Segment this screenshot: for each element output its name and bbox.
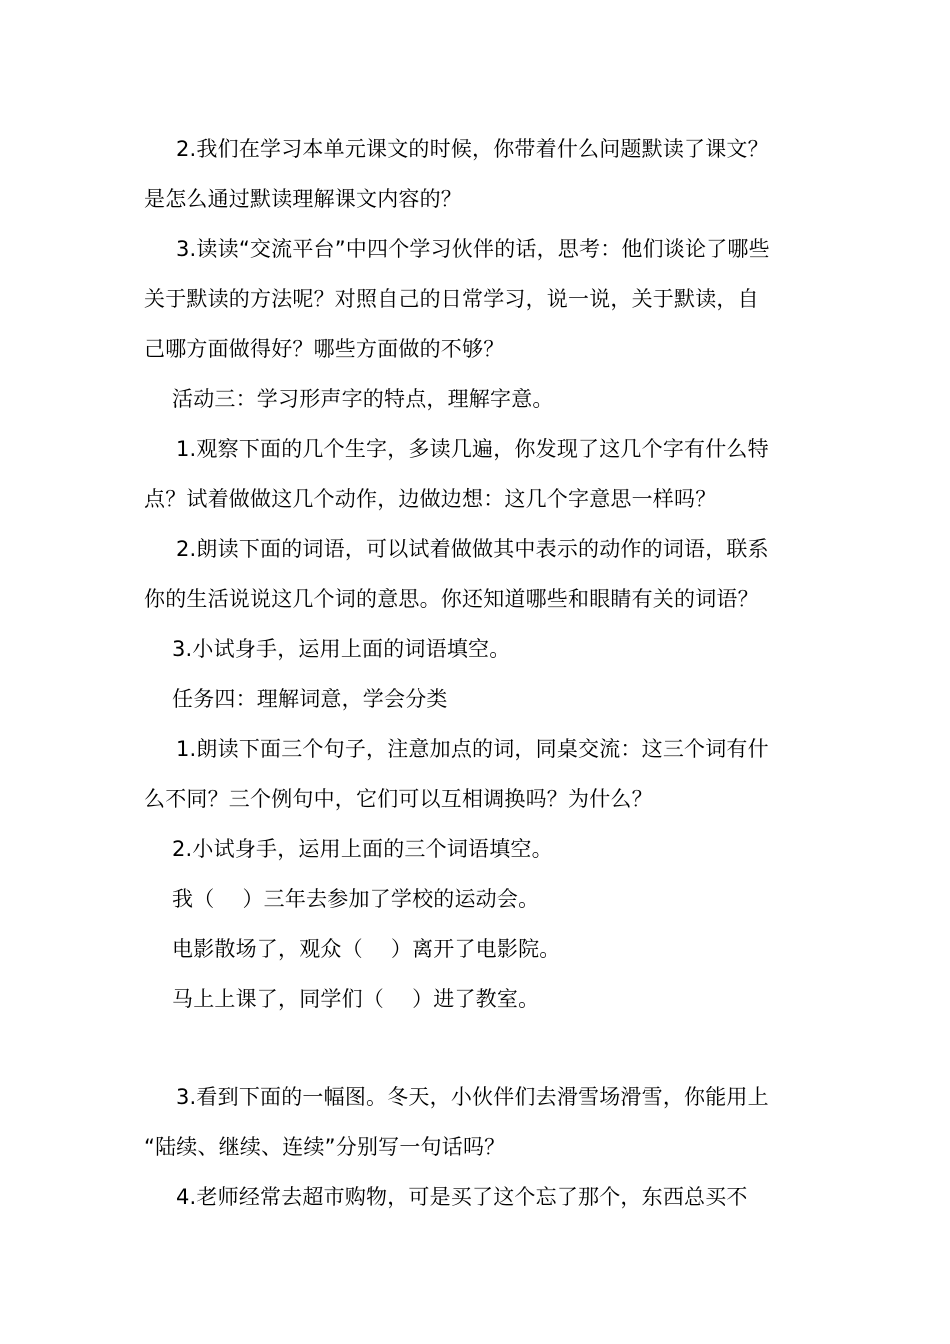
paragraph-line: 点？试着做做这几个动作，边做边想：这几个字意思一样吗？ bbox=[144, 487, 717, 511]
paragraph-line: 是怎么通过默读理解课文内容的？ bbox=[144, 187, 462, 211]
fill-in-sentence: 马上上课了，同学们（ ）进了教室。 bbox=[172, 987, 540, 1011]
paragraph-line: 你的生活说说这几个词的意思。你还知道哪些和眼睛有关的词语？ bbox=[144, 587, 759, 611]
fill-in-sentence: 电影散场了，观众（ ）离开了电影院。 bbox=[172, 937, 561, 961]
paragraph-line: “陆续、继续、连续”分别写一句话吗？ bbox=[144, 1135, 506, 1159]
paragraph-line: 4.老师经常去超市购物，可是买了这个忘了那个，东西总买不 bbox=[176, 1185, 748, 1209]
paragraph-line: 2.朗读下面的词语，可以试着做做其中表示的动作的词语，联系 bbox=[176, 537, 769, 561]
paragraph-line: 2.小试身手，运用上面的三个词语填空。 bbox=[172, 837, 553, 861]
paragraph-line: 1.观察下面的几个生字，多读几遍，你发现了这几个字有什么特 bbox=[176, 437, 769, 461]
section-heading: 任务四：理解词意，学会分类 bbox=[172, 687, 448, 711]
paragraph-line: 2.我们在学习本单元课文的时候，你带着什么问题默读了课文？ bbox=[176, 137, 769, 161]
paragraph-line: 己哪方面做得好？哪些方面做的不够？ bbox=[144, 337, 505, 361]
paragraph-line: 3.读读“交流平台”中四个学习伙伴的话，思考：他们谈论了哪些 bbox=[176, 237, 770, 261]
fill-in-sentence: 我（ ）三年去参加了学校的运动会。 bbox=[172, 887, 540, 911]
paragraph-line: 3.看到下面的一幅图。冬天，小伙伴们去滑雪场滑雪，你能用上 bbox=[176, 1085, 769, 1109]
paragraph-line: 么不同？三个例句中，它们可以互相调换吗？为什么？ bbox=[144, 787, 653, 811]
paragraph-line: 3.小试身手，运用上面的词语填空。 bbox=[172, 637, 511, 661]
section-heading: 活动三：学习形声字的特点，理解字意。 bbox=[172, 387, 554, 411]
paragraph-line: 关于默读的方法呢？对照自己的日常学习，说一说，关于默读，自 bbox=[144, 287, 759, 311]
paragraph-line: 1.朗读下面三个句子，注意加点的词，同桌交流：这三个词有什 bbox=[176, 737, 769, 761]
